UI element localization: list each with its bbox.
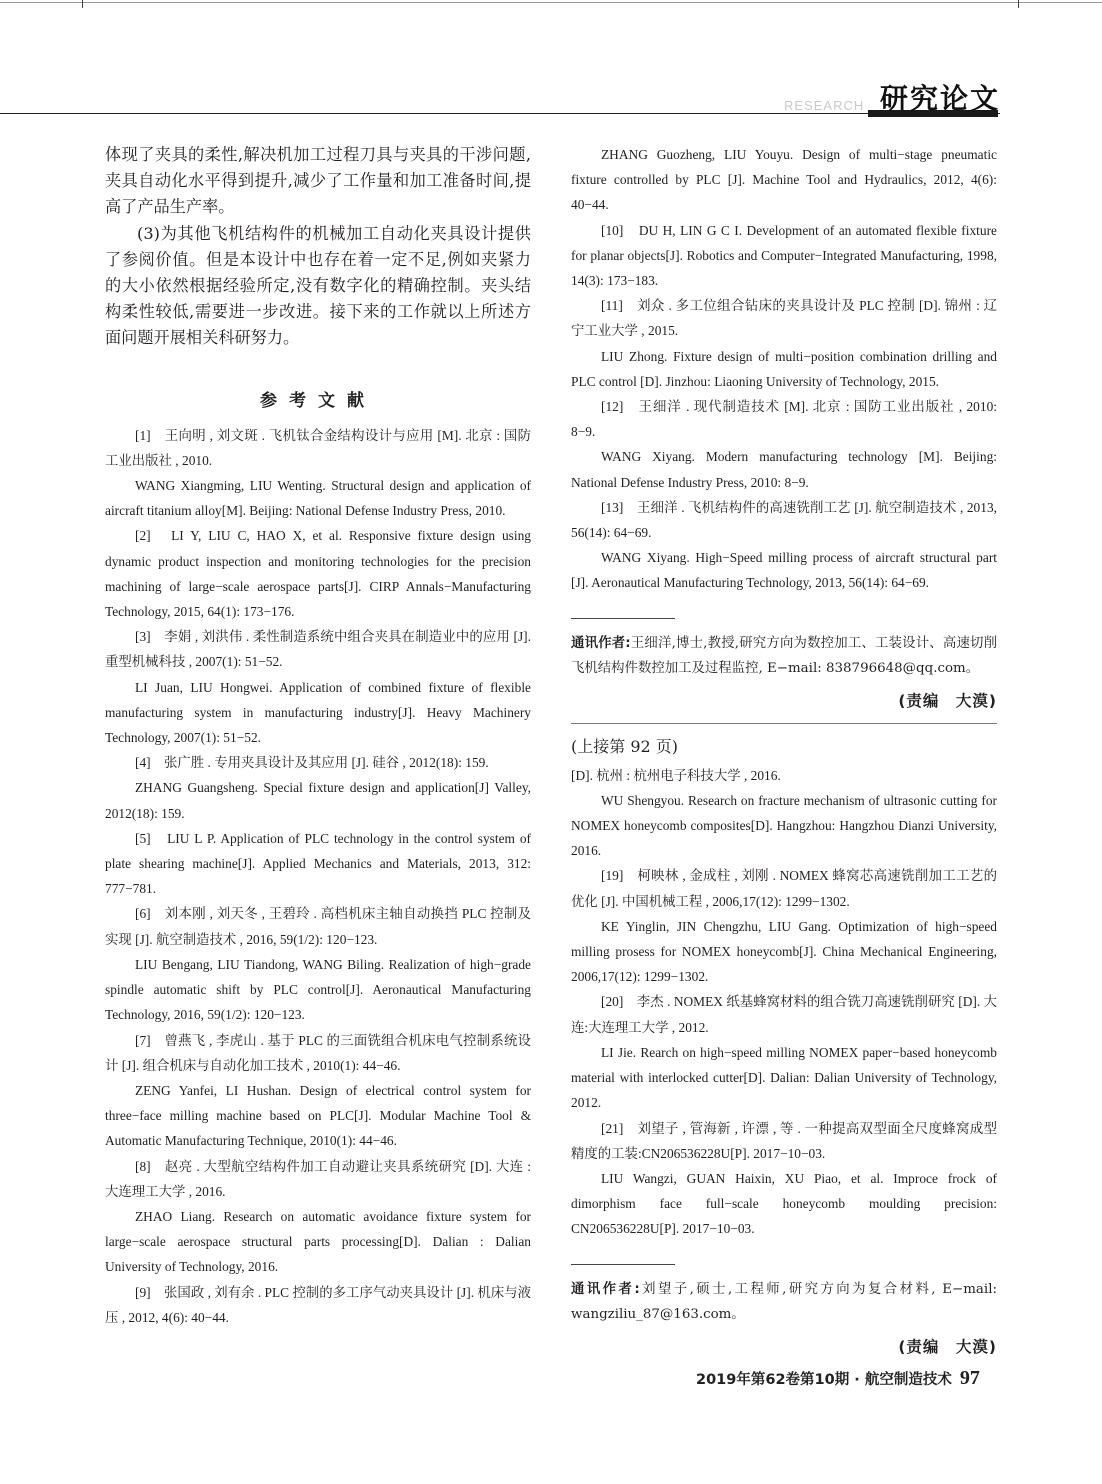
reference-entry: [12] 王细洋 . 现代制造技术 [M]. 北京 : 国防工业出版社 , 2010: 8−9. xyxy=(571,399,997,440)
reference-entry: [20] 李杰 . NOMEX 纸基蜂窝材料的组合铣刀高速铣削研究 [D]. 大连:大连理工大学 , 2012. xyxy=(571,994,997,1035)
corresponding-author-note xyxy=(571,631,997,681)
corresponding-author-label: 通讯作者: xyxy=(571,1281,640,1297)
footnote-rule xyxy=(571,1264,675,1265)
corresponding-author-text: 刘望子,硕士,工程师,研究方向为复合材料, E−mail: wangziliu_87@163.com。 xyxy=(571,1281,997,1322)
journal-issue: 2019年第62卷第10期 · 航空制造技术 xyxy=(696,1372,952,1388)
left-column xyxy=(105,142,531,1330)
editor-credit: (责编 大漠) xyxy=(898,691,997,710)
reference-entry: [19] 柯映林 , 金成柱 , 刘刚 . NOMEX 蜂窝芯高速铣削加工工艺的优化 [J]. 中国机械工程 , 2006,17(12): 1299−1302. xyxy=(571,868,997,909)
reference-entry: LI Jie. Rearch on high−speed milling NOMEX paper−based honeycomb material with interlocked cutter[D]. Dalian: Dalian University of Technology, 2012. xyxy=(571,1044,997,1111)
reference-entry: [6] 刘本刚 , 刘天冬 , 王碧玲 . 高档机床主轴自动换挡 PLC 控制及实现 [J]. 航空制造技术 , 2016, 59(1/2): 120−123. xyxy=(105,906,531,947)
reference-entry: [2] LI Y, LIU C, HAO X, et al. Responsive fixture design using dynamic product inspection and monitoring technologies for the precision machining of large−scale aerospace parts[J]. CIRP Annals−Manufacturing Technology, 2015, 64(1): 173−176. xyxy=(105,528,531,620)
reference-entry: LI Juan, LIU Hongwei. Application of combined fixture of flexible manufacturing system in manufacturing industry[J]. Heavy Machinery Technology, 2007(1): 51−52. xyxy=(105,679,531,746)
reference-entry: WANG Xiyang. High−Speed milling process of aircraft structural part [J]. Aeronautical Manufacturing Technology, 2013, 56(14): 64−69. xyxy=(571,550,997,591)
body-paragraph: (3)为其他飞机结构件的机械加工自动化夹具设计提供了参阅价值。但是本设计中也存在着一定不足,例如夹紧力的大小依然根据经验所定,没有数字化的精确控制。夹头结构柔性较低,需要进一步改进。接下来的工作就以上所述方面问题开展相关科研努力。 xyxy=(105,223,531,348)
section-label-chinese: 研究论文 xyxy=(880,82,1001,115)
page-number: 97 xyxy=(959,1367,980,1389)
reference-entry: [8] 赵亮 . 大型航空结构件加工自动避让夹具系统研究 [D]. 大连 : 大连理工大学 , 2016. xyxy=(105,1158,531,1199)
page-footer xyxy=(696,1367,980,1390)
reference-entry: [10] DU H, LIN G C I. Development of an automated flexible fixture for planar objects[J]. Robotics and Computer−Integrated Manufacturing, 1998, 14(3): 173−183. xyxy=(571,222,997,289)
reference-entry: [9] 张国政 , 刘有余 . PLC 控制的多工序气动夹具设计 [J]. 机床与液压 , 2012, 4(6): 40−44. xyxy=(105,1284,531,1325)
footnote-rule xyxy=(571,618,675,619)
crop-mark xyxy=(82,0,83,8)
header-rule xyxy=(0,113,1000,114)
section-label-english: RESEARCH xyxy=(784,98,865,113)
corresponding-author-note xyxy=(571,1277,997,1327)
crop-mark xyxy=(1018,0,1019,8)
reference-entry: [7] 曾燕飞 , 李虎山 . 基于 PLC 的三面铣组合机床电气控制系统设计 [J]. 组合机床与自动化加工技术 , 2010(1): 44−46. xyxy=(105,1032,531,1073)
reference-entry: WANG Xiangming, LIU Wenting. Structural design and application of aircraft titanium alloy[M]. Beijing: National Defense Industry Press, 2010. xyxy=(105,478,531,519)
corresponding-author-label: 通讯作者: xyxy=(571,635,631,651)
reference-entry: [1] 王向明 , 刘文斑 . 飞机钛合金结构设计与应用 [M]. 北京 : 国防工业出版社 , 2010. xyxy=(105,427,531,468)
top-border xyxy=(0,2,1102,3)
editor-credit: (责编 大漠) xyxy=(898,1337,997,1356)
reference-entry: [D]. 杭州 : 杭州电子科技大学 , 2016. xyxy=(571,767,781,783)
reference-entry: [13] 王细洋 . 飞机结构件的高速铣削工艺 [J]. 航空制造技术 , 2013, 56(14): 64−69. xyxy=(571,499,997,541)
reference-entry: [4] 张广胜 . 专用夹具设计及其应用 [J]. 硅谷 , 2012(18): 159. xyxy=(135,755,489,771)
reference-entry: [21] 刘望子 , 管海新 , 许漂 , 等 . 一种提高双型面全尺度蜂窝成型精度的工装:CN206536228U[P]. 2017−10−03. xyxy=(571,1120,997,1161)
corresponding-author-text: 王细洋,博士,教授,研究方向为数控加工、工装设计、高速切削飞机结构件数控加工及过程监控, E−mail: 838796648@qq.com。 xyxy=(571,635,997,676)
reference-entry: ZENG Yanfei, LI Hushan. Design of electrical control system for three−face milling machine based on PLC[J]. Modular Machine Tool & Automatic Manufacturing Technique, 2010(1): 44−46. xyxy=(105,1082,531,1149)
reference-entry: LIU Bengang, LIU Tiandong, WANG Biling. Realization of high−grade spindle automatic shift by PLC control[J]. Aeronautical Manufacturing Technology, 2016, 59(1/2): 120−123. xyxy=(105,956,531,1023)
body-paragraph: 体现了夹具的柔性,解决机加工过程刀具与夹具的干涉问题,夹具自动化水平得到提升,减少了工作量和加工准备时间,提高了产品生产率。 xyxy=(105,145,531,217)
continued-from-label: (上接第 92 页) xyxy=(571,736,679,756)
article-separator xyxy=(571,723,997,724)
reference-entry: [11] 刘众 . 多工位组合钻床的夹具设计及 PLC 控制 [D]. 锦州 : 辽宁工业大学 , 2015. xyxy=(571,298,997,339)
reference-entry: ZHAO Liang. Research on automatic avoidance fixture system for large−scale aerospace structural parts processing[D]. Dalian : Dalian University of Technology, 2016. xyxy=(105,1208,531,1275)
reference-entry: LIU Wangzi, GUAN Haixin, XU Piao, et al. Improce frock of dimorphism face full−scale honeycomb moulding precision: CN206536228U[P]. 2017−10−03. xyxy=(571,1170,997,1237)
reference-entry: WU Shengyou. Research on fracture mechanism of ultrasonic cutting for NOMEX honeycomb composites[D]. Hangzhou: Hangzhou Dianzi University, 2016. xyxy=(571,792,997,859)
reference-entry: KE Yinglin, JIN Chengzhu, LIU Gang. Optimization of high−speed milling prosess for NOMEX honeycomb[J]. China Mechanical Engineering, 2006,17(12): 1299−1302. xyxy=(571,918,997,985)
reference-entry: ZHANG Guangsheng. Special fixture design and application[J] Valley, 2012(18): 159. xyxy=(105,780,531,821)
references-heading: 参考文献 xyxy=(260,390,376,411)
reference-entry: LIU Zhong. Fixture design of multi−position combination drilling and PLC control [D]. Jinzhou: Liaoning University of Technology, 2015. xyxy=(571,348,997,389)
right-column xyxy=(571,142,997,1357)
reference-entry: ZHANG Guozheng, LIU Youyu. Design of multi−stage pneumatic fixture controlled by PLC [J]. Machine Tool and Hydraulics, 2012, 4(6): 40−44. xyxy=(571,147,997,213)
reference-entry: [5] LIU L P. Application of PLC technology in the control system of plate shearing machine[J]. Applied Mechanics and Materials, 2013, 312: 777−781. xyxy=(105,830,531,897)
reference-entry: [3] 李娟 , 刘洪伟 . 柔性制造系统中组合夹具在制造业中的应用 [J]. 重型机械科技 , 2007(1): 51−52. xyxy=(105,629,531,670)
reference-entry: WANG Xiyang. Modern manufacturing technology [M]. Beijing: National Defense Industry Press, 2010: 8−9. xyxy=(571,449,997,490)
